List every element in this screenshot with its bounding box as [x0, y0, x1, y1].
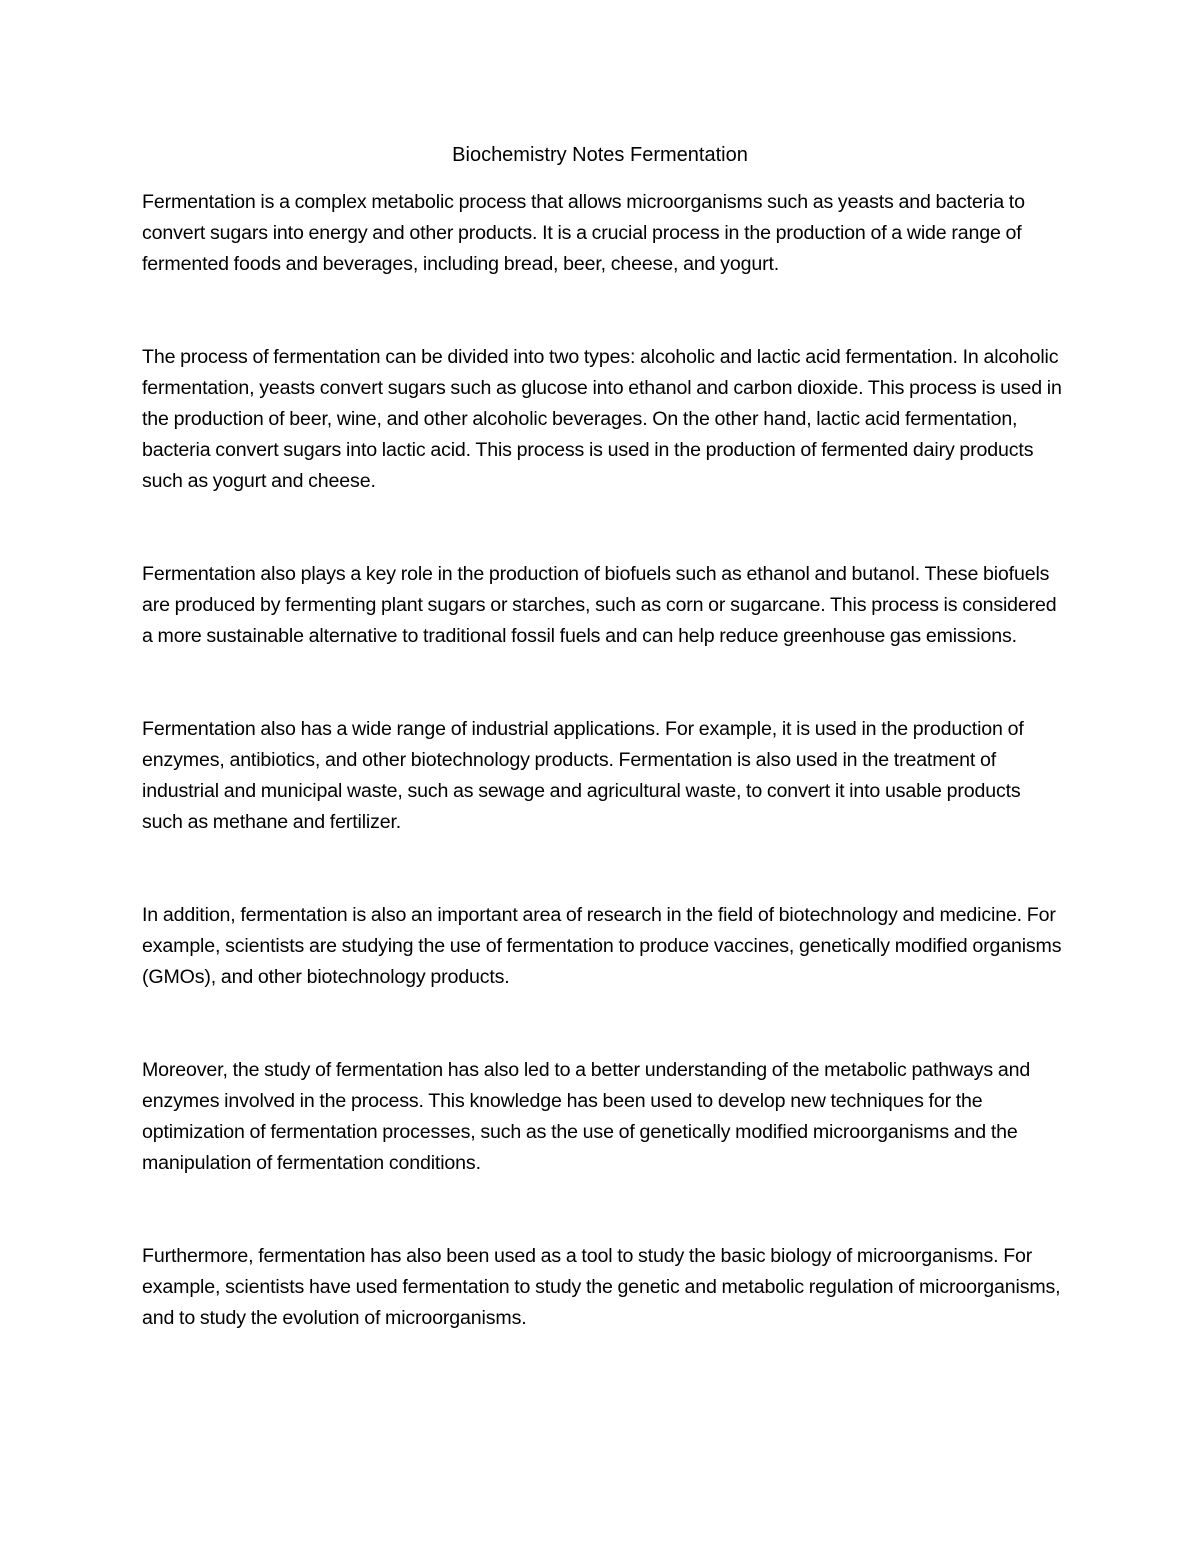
- paragraph-metabolic-pathways: Moreover, the study of fermentation has also led to a better understanding of the metabolic pathways and enzymes involved in the process. This knowledge has been used to develop new techniques for the optimization of fermentation processes, such as the use of genetically modified microorganisms and the manipulation of fermentation conditions.: [142, 1059, 1031, 1174]
- document-body: [142, 187, 1062, 1334]
- paragraph-industrial: Fermentation also has a wide range of industrial applications. For example, it is used in the production of enzymes, antibiotics, and other biotechnology products. Fermentation is also used in the treatment of industrial and municipal waste, such as sewage and agricultural waste, to convert it into usable products such as methane and fertilizer.: [142, 718, 1024, 833]
- paragraph-intro: Fermentation is a complex metabolic process that allows microorganisms such as yeasts and bacteria to convert sugars into energy and other products. It is a crucial process in the production of a wide range of fermented foods and beverages, including bread, beer, cheese, and yogurt.: [142, 191, 1025, 275]
- document-title: Biochemistry Notes Fermentation: [452, 144, 748, 166]
- paragraph-basic-biology: Furthermore, fermentation has also been used as a tool to study the basic biology of microorganisms. For example, scientists have used fermentation to study the genetic and metabolic regulation of microorganisms, and to study the evolution of microorganisms.: [142, 1245, 1061, 1329]
- paragraph-types: The process of fermentation can be divided into two types: alcoholic and lactic acid fermentation. In alcoholic fermentation, yeasts convert sugars such as glucose into ethanol and carbon dioxide. This process is used in the production of beer, wine, and other alcoholic beverages. On the other hand, lactic acid fermentation, bacteria convert sugars into lactic acid. This process is used in the production of fermented dairy products such as yogurt and cheese.: [142, 346, 1062, 492]
- paragraph-biofuels: Fermentation also plays a key role in the production of biofuels such as ethanol and butanol. These biofuels are produced by fermenting plant sugars or starches, such as corn or sugarcane. This process is considered a more sustainable alternative to traditional fossil fuels and can help reduce greenhouse gas emissions.: [142, 563, 1057, 647]
- paragraph-research: In addition, fermentation is also an important area of research in the field of biotechnology and medicine. For example, scientists are studying the use of fermentation to produce vaccines, genetically modified organisms (GMOs), and other biotechnology products.: [142, 904, 1062, 988]
